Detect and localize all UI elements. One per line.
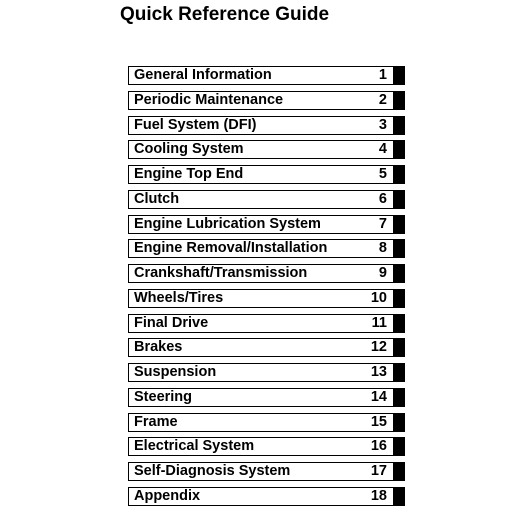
section-number: 16 bbox=[370, 438, 387, 455]
section-label: Electrical System bbox=[134, 438, 255, 455]
page-title: Quick Reference Guide bbox=[120, 4, 330, 25]
section-tab-marker bbox=[393, 265, 404, 282]
section-number: 2 bbox=[378, 91, 387, 108]
section-number: 6 bbox=[378, 190, 387, 207]
section-label: Clutch bbox=[134, 190, 180, 207]
section-row-self-diagnosis-system[interactable] bbox=[128, 462, 405, 481]
section-number: 1 bbox=[378, 67, 387, 83]
section-number: 10 bbox=[370, 289, 387, 306]
section-label: Wheels/Tires bbox=[134, 289, 224, 306]
section-tab-marker bbox=[393, 364, 404, 381]
section-tab-marker bbox=[393, 141, 404, 158]
section-number: 14 bbox=[370, 388, 387, 405]
section-number: 18 bbox=[370, 487, 387, 504]
section-tab-marker bbox=[393, 166, 404, 183]
section-tab-marker bbox=[393, 315, 404, 332]
section-row-cooling-system[interactable] bbox=[128, 140, 405, 159]
quick-reference-list bbox=[128, 66, 405, 512]
section-tab-marker bbox=[393, 290, 404, 307]
section-tab-marker bbox=[393, 191, 404, 208]
section-number: 12 bbox=[370, 339, 387, 356]
section-label: Frame bbox=[134, 413, 178, 430]
section-row-appendix[interactable] bbox=[128, 487, 405, 506]
section-row-crankshaft-transmission[interactable] bbox=[128, 264, 405, 283]
section-tab-marker bbox=[393, 240, 404, 257]
section-row-suspension[interactable] bbox=[128, 363, 405, 382]
section-label: General Information bbox=[134, 67, 272, 83]
section-number: 11 bbox=[371, 314, 387, 331]
section-tab-marker bbox=[393, 389, 404, 406]
section-number: 8 bbox=[378, 240, 387, 257]
section-label: Fuel System (DFI) bbox=[134, 116, 257, 133]
section-row-steering[interactable] bbox=[128, 388, 405, 407]
section-row-wheels-tires[interactable] bbox=[128, 289, 405, 308]
section-label: Brakes bbox=[134, 339, 183, 356]
section-label: Engine Top End bbox=[134, 166, 244, 182]
section-label: Appendix bbox=[134, 487, 201, 504]
section-number: 9 bbox=[378, 265, 387, 281]
section-row-general-information[interactable] bbox=[128, 66, 405, 85]
section-row-clutch[interactable] bbox=[128, 190, 405, 209]
section-tab-marker bbox=[393, 414, 404, 431]
section-row-brakes[interactable] bbox=[128, 338, 405, 357]
section-tab-marker bbox=[393, 67, 404, 84]
section-tab-marker bbox=[393, 463, 404, 480]
section-label: Engine Removal/Installation bbox=[134, 240, 328, 257]
section-tab-marker bbox=[393, 339, 404, 356]
section-row-electrical-system[interactable] bbox=[128, 437, 405, 456]
section-label: Self-Diagnosis System bbox=[134, 463, 291, 479]
section-row-engine-lubrication-system[interactable] bbox=[128, 215, 405, 234]
section-label: Suspension bbox=[134, 364, 217, 380]
section-row-final-drive[interactable] bbox=[128, 314, 405, 333]
section-tab-marker bbox=[393, 438, 404, 455]
section-number: 7 bbox=[378, 215, 387, 232]
section-label: Cooling System bbox=[134, 141, 244, 158]
section-tab-marker bbox=[393, 92, 404, 109]
section-number: 5 bbox=[378, 166, 387, 182]
section-number: 3 bbox=[378, 116, 387, 133]
section-number: 17 bbox=[370, 463, 387, 479]
section-label: Engine Lubrication System bbox=[134, 215, 321, 232]
section-tab-marker bbox=[393, 216, 404, 233]
section-tab-marker bbox=[393, 117, 404, 134]
section-row-engine-removal-installation[interactable] bbox=[128, 239, 405, 258]
section-row-frame[interactable] bbox=[128, 413, 405, 432]
section-label: Final Drive bbox=[134, 314, 209, 331]
section-number: 13 bbox=[370, 364, 387, 380]
section-label: Crankshaft/Transmission bbox=[134, 265, 308, 281]
section-row-periodic-maintenance[interactable] bbox=[128, 91, 405, 110]
section-number: 4 bbox=[378, 141, 387, 158]
section-row-fuel-system[interactable] bbox=[128, 116, 405, 135]
section-number: 15 bbox=[370, 413, 387, 430]
section-tab-marker bbox=[393, 488, 404, 505]
section-label: Steering bbox=[134, 388, 193, 405]
section-label: Periodic Maintenance bbox=[134, 91, 284, 108]
section-row-engine-top-end[interactable] bbox=[128, 165, 405, 184]
